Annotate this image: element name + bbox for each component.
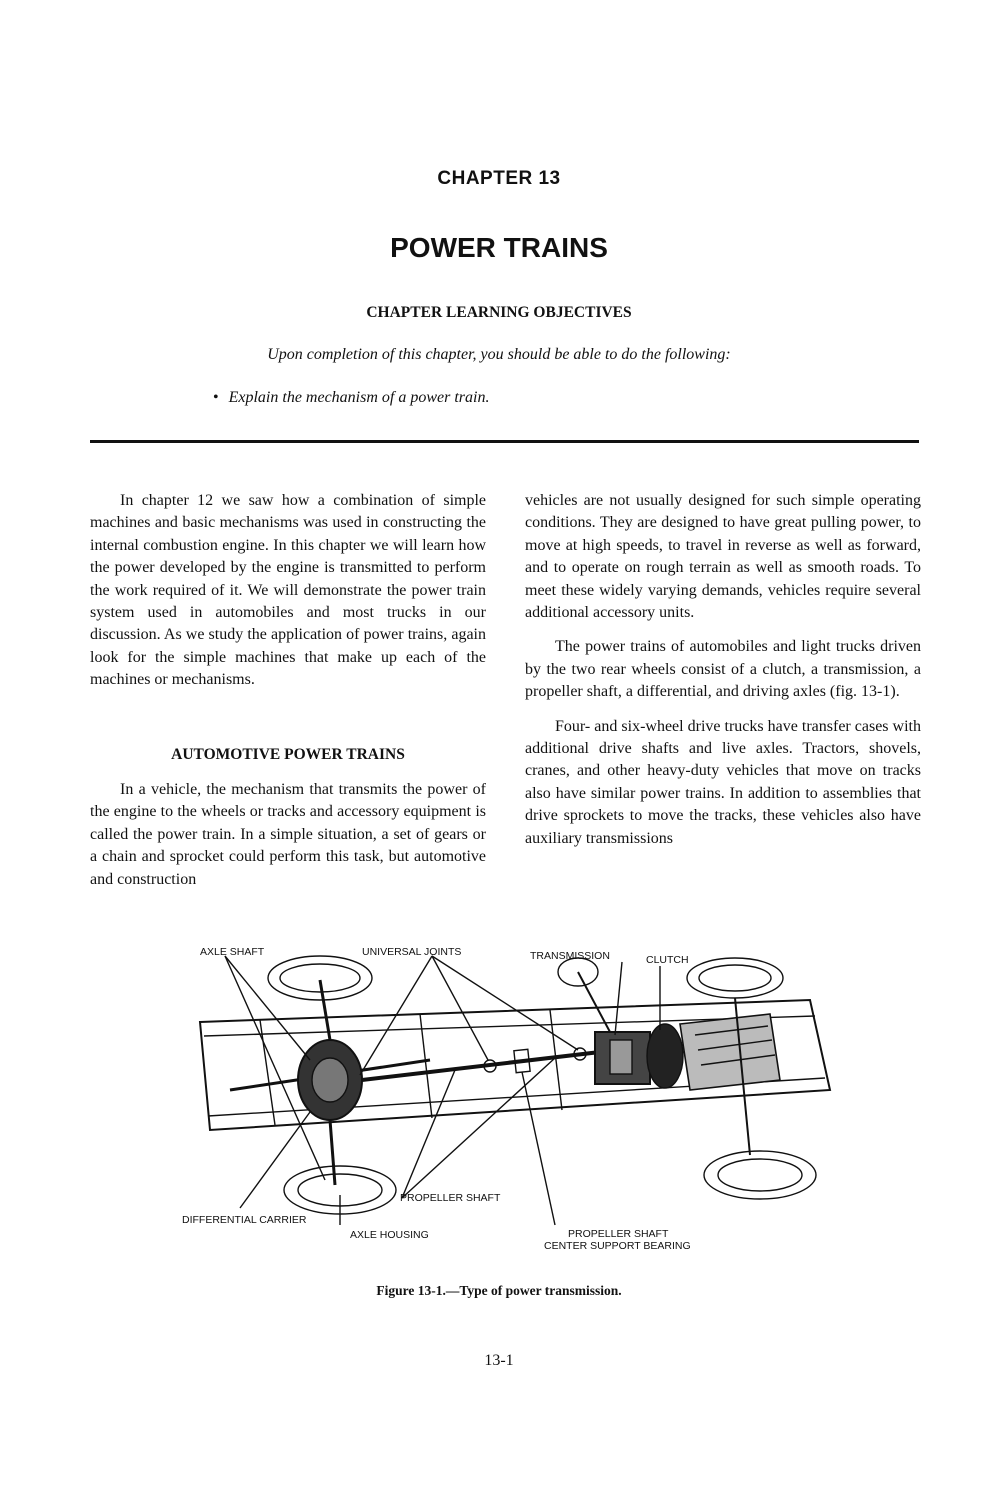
paragraph: The power trains of automobiles and light trucks driven by the two rear wheels consist of a clutch, a transmission, a propeller shaft, a differential, and driving axles (fig. 13-1).: [525, 638, 921, 701]
chapter-title: POWER TRAINS: [390, 232, 608, 263]
section-divider: [90, 440, 919, 443]
paragraph: In chapter 12 we saw how a combination of simple machines and basic mechanisms was used in constructing the internal combustion engine. In this chapter we will learn how the power developed by the engine is transmitted to perform the work required of it. We will demonstrate the power train system used in automobiles and most trucks in our discussion. As we study the application of power trains, again look for the simple machines that make up each of the machines or mechanisms.: [90, 492, 486, 689]
section-heading: AUTOMOTIVE POWER TRAINS: [171, 746, 405, 763]
label-center-bearing-1: PROPELLER SHAFT: [568, 1228, 669, 1240]
objectives-heading: CHAPTER LEARNING OBJECTIVES: [366, 304, 632, 321]
label-axle-housing: AXLE HOUSING: [350, 1229, 429, 1241]
page-number: 13-1: [484, 1352, 514, 1369]
figure-caption: Figure 13-1.—Type of power transmission.: [376, 1283, 622, 1298]
left-column-top: [90, 490, 486, 692]
paragraph: Four- and six-wheel drive trucks have transfer cases with additional drive shafts and live axles. Tractors, shovels, cranes, and other heavy-duty vehicles that move on tracks also have similar power trains. In addition to assemblies that drive sprockets to move the tracks, these vehicles also have auxiliary transmissions: [525, 717, 921, 847]
paragraph: In a vehicle, the mechanism that transmits the power of the engine to the wheels or tracks and accessory equipment is called the power train. In a simple situation, a set of gears or a chain and sprocket could perform this task, but automotive and construction: [90, 781, 486, 888]
bullet-icon: •: [213, 389, 219, 406]
label-axle-shaft: AXLE SHAFT: [200, 946, 265, 958]
right-column: [525, 490, 921, 850]
vehicle-chassis-illustration: [170, 940, 850, 1260]
label-differential-carrier: DIFFERENTIAL CARRIER: [182, 1214, 307, 1226]
paragraph: vehicles are not usually designed for such simple operating conditions. They are designed to have great pulling power, to move at high speeds, to travel in reverse as well as forward, and to operate on rough terrain as well as smooth roads. To meet these widely varying demands, vehicles require several additional accessory units.: [525, 492, 921, 622]
objectives-intro: Upon completion of this chapter, you should be able to do the following:: [267, 346, 731, 363]
power-train-figure: [170, 940, 850, 1260]
label-propeller-shaft: PROPELLER SHAFT: [400, 1192, 501, 1204]
label-center-bearing-2: CENTER SUPPORT BEARING: [544, 1240, 691, 1252]
label-universal-joints: UNIVERSAL JOINTS: [362, 946, 462, 958]
objective-item: [213, 389, 489, 407]
label-transmission: TRANSMISSION: [530, 950, 610, 962]
left-column-bottom: [90, 779, 486, 891]
label-clutch: CLUTCH: [646, 954, 689, 966]
chapter-number: CHAPTER 13: [437, 168, 561, 189]
objective-text: Explain the mechanism of a power train.: [228, 389, 490, 406]
